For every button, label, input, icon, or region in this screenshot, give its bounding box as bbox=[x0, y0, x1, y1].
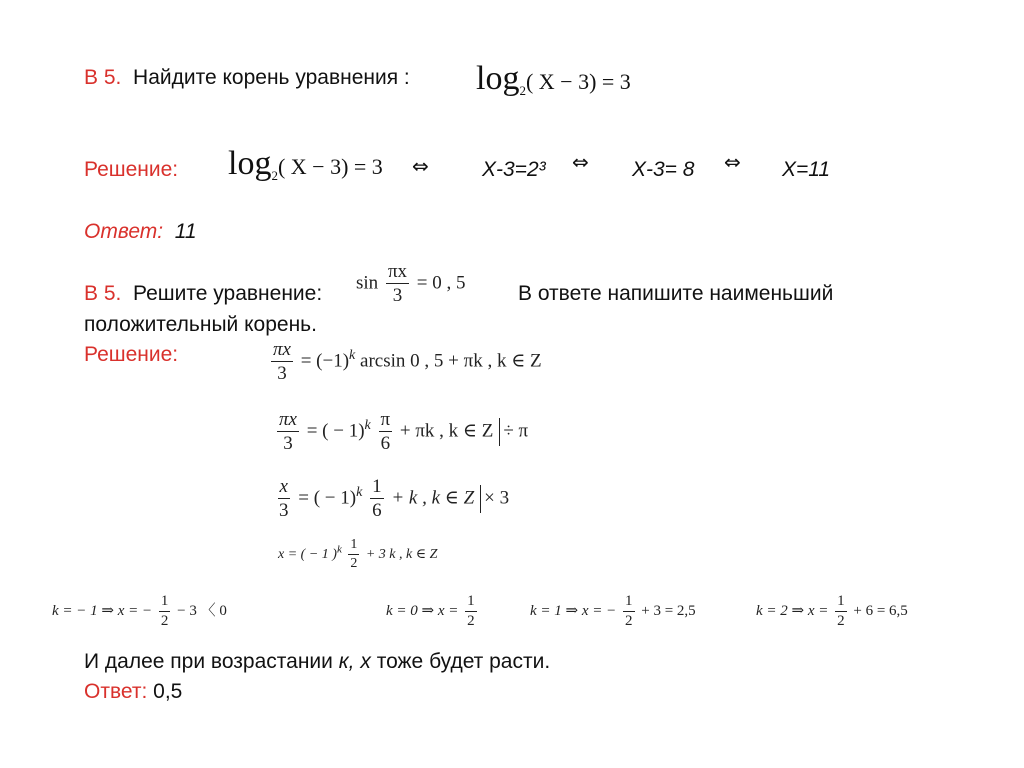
problem1-equation bbox=[476, 60, 631, 99]
numerator: πx bbox=[279, 409, 297, 430]
equation-part: + k , k ∈ Z bbox=[391, 487, 475, 509]
conclusion-vars: к, х bbox=[338, 650, 371, 673]
denominator: 6 bbox=[380, 432, 391, 454]
log-argument: ( X − 3) = 3 bbox=[277, 154, 383, 179]
conclusion-text: тоже будет расти. bbox=[376, 650, 551, 673]
denominator: 2 bbox=[350, 555, 358, 571]
problem1-solution-label: Решение: bbox=[84, 158, 179, 181]
problem1-solution-equation bbox=[228, 145, 383, 184]
fraction bbox=[835, 594, 847, 630]
case-text: k = 0 ⇒ x = bbox=[386, 603, 459, 620]
divider-bar bbox=[480, 485, 481, 513]
fraction bbox=[348, 538, 359, 571]
fraction bbox=[159, 594, 171, 630]
case-k-0 bbox=[386, 594, 480, 630]
divider-bar bbox=[499, 418, 500, 446]
denominator: 2 bbox=[837, 612, 845, 629]
operation: × 3 bbox=[484, 487, 510, 509]
problem2-prompt-tail: В ответе напишите наименьший bbox=[518, 282, 834, 305]
numerator: 1 bbox=[348, 538, 359, 555]
equation-part: arcsin 0 , 5 + πk , k ∈ Z bbox=[360, 350, 542, 372]
problem1-answer bbox=[84, 220, 197, 244]
case-text: + 6 = 6,5 bbox=[853, 603, 908, 620]
problem2-prompt: Решите уравнение: bbox=[133, 282, 323, 305]
conclusion-text: И далее при возрастании bbox=[84, 650, 333, 673]
log-base: 2 bbox=[271, 168, 278, 183]
exponent: k bbox=[364, 417, 371, 433]
problem2-equation bbox=[356, 262, 466, 306]
fraction bbox=[379, 410, 393, 454]
case-text: − 3 〈 0 bbox=[177, 603, 227, 620]
problem1-label: В 5. bbox=[84, 66, 122, 89]
denominator: 3 bbox=[277, 362, 287, 384]
problem2-prompt-line2: положительный корень. bbox=[84, 313, 317, 336]
case-text: k = 2 ⇒ x = bbox=[756, 603, 829, 620]
numerator: 1 bbox=[465, 594, 477, 612]
case-k-minus-1 bbox=[52, 594, 227, 630]
denominator: 2 bbox=[160, 612, 169, 629]
problem1-step-3: X=11 bbox=[782, 158, 831, 181]
fraction bbox=[277, 410, 299, 454]
problem2-solution-label: Решение: bbox=[84, 343, 179, 366]
equivalence-icon: ⇔ bbox=[724, 150, 741, 174]
problem2-label: В 5. bbox=[84, 282, 122, 305]
solution-line-2 bbox=[274, 410, 528, 454]
answer-label: Ответ: bbox=[84, 680, 148, 703]
answer-value: 11 bbox=[174, 220, 197, 243]
numerator: π bbox=[380, 409, 391, 430]
numerator: 1 bbox=[835, 594, 847, 612]
equivalence-icon: ⇔ bbox=[412, 154, 429, 178]
equivalence-icon: ⇔ bbox=[572, 150, 589, 174]
numerator: 1 bbox=[159, 594, 171, 612]
problem1-step-2: X-3= 8 bbox=[632, 158, 695, 181]
numerator: πx bbox=[273, 339, 291, 360]
fraction bbox=[465, 594, 477, 630]
case-k-1 bbox=[530, 594, 696, 630]
log-argument: ( X − 3) = 3 bbox=[525, 69, 631, 94]
fraction bbox=[623, 594, 635, 630]
case-text: + 3 = 2,5 bbox=[641, 603, 696, 620]
exponent: k bbox=[336, 543, 342, 556]
problem1-prompt: Найдите корень уравнения : bbox=[133, 66, 410, 89]
problem2-answer bbox=[84, 680, 182, 704]
sin-word: sin bbox=[356, 272, 379, 294]
equation-part: = ( − 1) bbox=[298, 487, 357, 509]
exponent: k bbox=[356, 484, 363, 500]
operation: ÷ π bbox=[503, 420, 529, 442]
problem2-heading bbox=[84, 282, 322, 306]
case-k-2 bbox=[756, 594, 908, 630]
solution-line-1 bbox=[268, 340, 542, 384]
answer-value: 0,5 bbox=[153, 680, 183, 703]
conclusion bbox=[84, 650, 550, 674]
fraction bbox=[386, 262, 409, 306]
equation-rhs: = 0 , 5 bbox=[416, 272, 466, 294]
denominator: 3 bbox=[279, 499, 289, 521]
fraction bbox=[271, 340, 293, 384]
denominator: 3 bbox=[392, 284, 403, 306]
solution-line-3 bbox=[274, 477, 509, 521]
case-text: k = 1 ⇒ x = − bbox=[530, 603, 617, 620]
numerator: x bbox=[279, 476, 288, 497]
log-word: log bbox=[476, 60, 520, 97]
log-word: log bbox=[228, 145, 272, 182]
solution-line-4 bbox=[278, 538, 437, 571]
equation-part: = (−1) bbox=[300, 350, 350, 372]
case-text: k = − 1 ⇒ x = − bbox=[52, 603, 153, 620]
denominator: 6 bbox=[372, 499, 382, 521]
numerator: πx bbox=[387, 261, 408, 282]
fraction bbox=[370, 477, 384, 521]
fraction bbox=[277, 477, 291, 521]
problem1-step-1: X-3=2³ bbox=[482, 158, 546, 181]
equation-part: x = ( − 1 ) bbox=[278, 546, 337, 562]
equation-part: + πk , k ∈ Z bbox=[399, 420, 494, 442]
problem1-heading bbox=[84, 66, 410, 90]
numerator: 1 bbox=[372, 476, 382, 497]
numerator: 1 bbox=[623, 594, 635, 612]
denominator: 3 bbox=[283, 432, 293, 454]
denominator: 2 bbox=[625, 612, 633, 629]
equation-part: + 3 k , k ∈ Z bbox=[365, 546, 438, 562]
log-base: 2 bbox=[519, 83, 526, 98]
exponent: k bbox=[349, 347, 356, 363]
denominator: 2 bbox=[467, 612, 475, 629]
equation-part: = ( − 1) bbox=[306, 420, 365, 442]
answer-label: Ответ: bbox=[84, 220, 164, 243]
